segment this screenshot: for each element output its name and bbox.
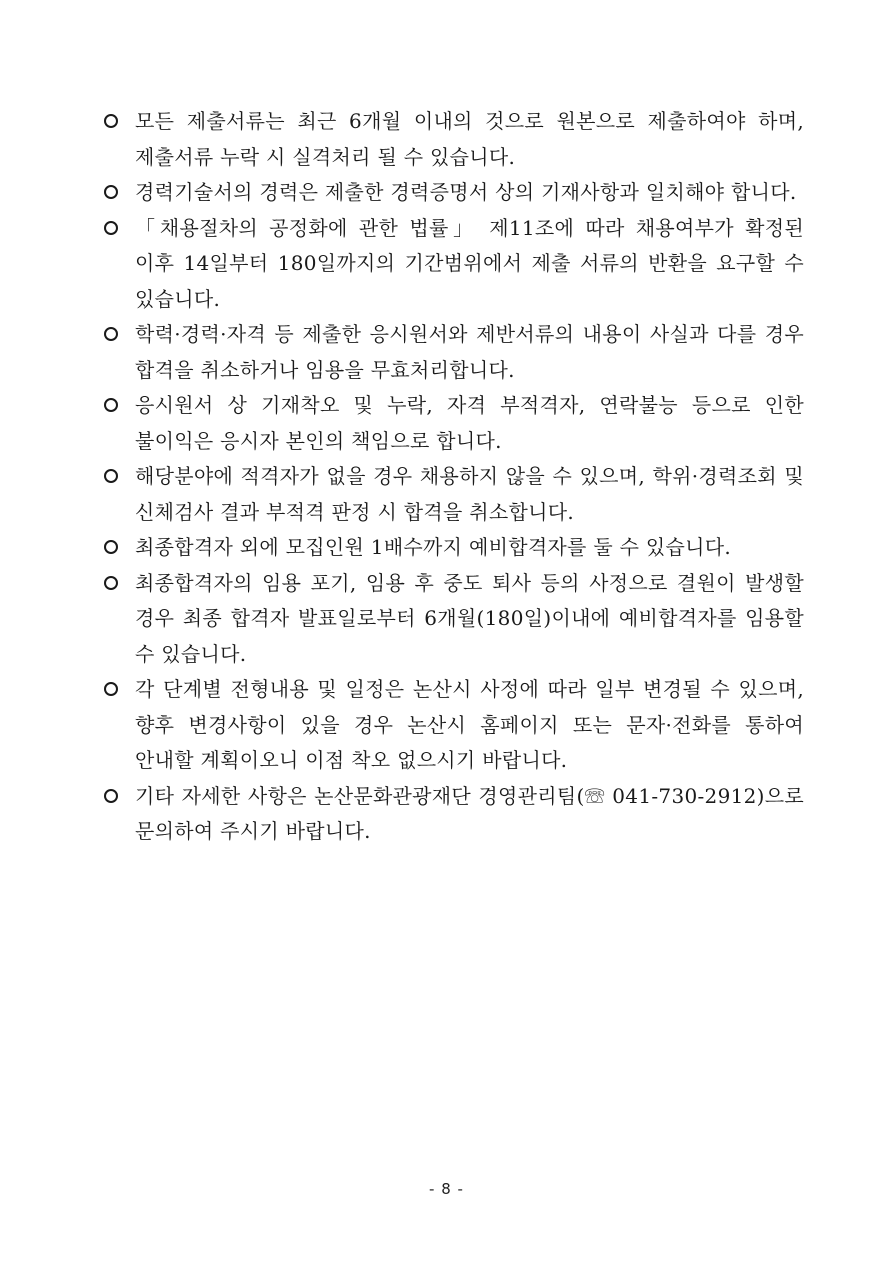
notice-text: 최종합격자 외에 모집인원 1배수까지 예비합격자를 둘 수 있습니다. [135,535,732,559]
notice-item [104,211,804,318]
notice-text: 각 단계별 전형내용 및 일정은 논산시 사정에 따라 일부 변경될 수 있으며, 향후 변경사항이 있을 경우 논산시 홈페이지 또는 문자·전화를 통하여 안내할 계획이오니 이점 착오 없으시기 바랍니다. [135,677,804,772]
notice-text: 응시원서 상 기재착오 및 누락, 자격 부적격자, 연락불능 등으로 인한 불이익은 응시자 본인의 책임으로 합니다. [135,393,804,453]
notice-text: 경력기술서의 경력은 제출한 경력증명서 상의 기재사항과 일치해야 합니다. [135,180,797,204]
notice-item [104,317,804,388]
notice-text: 기타 자세한 사항은 논산문화관광재단 경영관리팀(☏ 041-730-2912)으로 문의하여 주시기 바랍니다. [135,783,804,843]
notice-text: 해당분야에 적격자가 없을 경우 채용하지 않을 수 있으며, 학위·경력조회 및 신체검사 결과 부적격 판정 시 합격을 취소합니다. [135,464,804,524]
notice-item [104,530,804,566]
notice-item [104,672,804,779]
notice-item [104,566,804,673]
hollow-circle-bullet-icon [104,185,118,199]
hollow-circle-bullet-icon [104,398,118,412]
hollow-circle-bullet-icon [104,789,118,803]
notice-item [104,104,804,175]
hollow-circle-bullet-icon [104,327,118,341]
notice-item [104,175,804,211]
hollow-circle-bullet-icon [104,221,118,235]
hollow-circle-bullet-icon [104,540,118,554]
notice-item [104,388,804,459]
page-number: - 8 - [429,1180,464,1198]
notice-text: 최종합격자의 임용 포기, 임용 후 중도 퇴사 등의 사정으로 결원이 발생할 경우 최종 합격자 발표일로부터 6개월(180일)이내에 예비합격자를 임용할 수 있습니다. [135,570,804,666]
notice-text: 모든 제출서류는 최근 6개월 이내의 것으로 원본으로 제출하여야 하며, 제출서류 누락 시 실격처리 될 수 있습니다. [135,109,804,169]
notice-list [104,104,804,850]
notice-item [104,459,804,530]
notice-item [104,779,804,850]
hollow-circle-bullet-icon [104,682,118,696]
hollow-circle-bullet-icon [104,576,118,590]
hollow-circle-bullet-icon [104,469,118,483]
notice-text: 「채용절차의 공정화에 관한 법률」 제11조에 따라 채용여부가 확정된 이후 14일부터 180일까지의 기간범위에서 제출 서류의 반환을 요구할 수 있습니다. [135,215,804,311]
notice-text: 학력·경력·자격 등 제출한 응시원서와 제반서류의 내용이 사실과 다를 경우 합격을 취소하거나 임용을 무효처리합니다. [135,322,804,382]
hollow-circle-bullet-icon [104,114,118,128]
